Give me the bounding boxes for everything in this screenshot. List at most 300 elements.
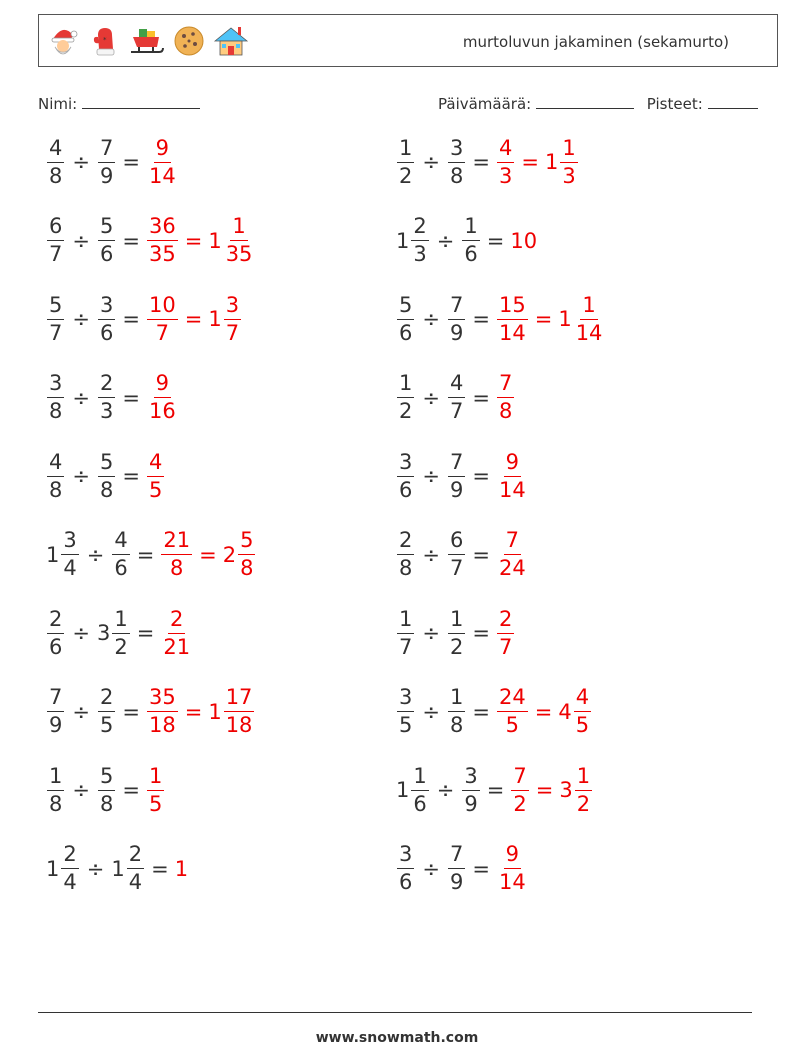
- divisor-numerator: 2: [127, 844, 144, 869]
- answer-improper-fraction: [497, 292, 528, 345]
- worksheet-title: murtoluvun jakaminen (sekamurto): [462, 33, 729, 51]
- dividend-fraction: [47, 606, 64, 659]
- dividend-numerator: 1: [397, 373, 414, 398]
- dividend-denominator: 6: [413, 791, 427, 816]
- divisor-fraction: [98, 216, 115, 265]
- divisor: [447, 606, 466, 659]
- answer-improper-fraction: [147, 373, 178, 422]
- sleigh-icon: [127, 21, 167, 61]
- dividend: [46, 135, 65, 188]
- dividend-denominator: 2: [399, 399, 413, 423]
- answer: [160, 530, 256, 579]
- divisor-denominator: 9: [99, 163, 114, 188]
- answer-mixed-denominator: 8: [240, 556, 254, 580]
- divisor-numerator: 1: [448, 609, 465, 634]
- divisor-denominator: 6: [99, 320, 114, 345]
- dividend-numerator: 3: [47, 373, 64, 398]
- answer-mixed: [208, 687, 255, 736]
- answer-improper-denominator: 21: [163, 634, 191, 659]
- dividend-denominator: 7: [399, 634, 413, 659]
- answer: [175, 857, 188, 881]
- answer-improper-denominator: 14: [148, 163, 176, 188]
- divisor-numerator: 3: [98, 295, 115, 320]
- dividend-denominator: 3: [413, 242, 427, 266]
- divisor-fraction: [127, 844, 144, 893]
- problem-item: [396, 367, 515, 429]
- divisor-denominator: 8: [99, 477, 114, 502]
- divisor-denominator: 8: [449, 713, 464, 737]
- divide-sign: ÷: [86, 542, 105, 567]
- answer-improper-denominator: 2: [513, 791, 527, 816]
- equals-sign: =: [122, 464, 140, 488]
- answer-improper-numerator: 21: [161, 530, 192, 555]
- answer-improper-numerator: 2: [168, 609, 185, 634]
- answer-mixed-denominator: 5: [575, 713, 590, 737]
- divide-sign: ÷: [72, 621, 90, 645]
- divisor: [111, 844, 145, 893]
- answer-mixed-fraction: [224, 216, 255, 265]
- equals-sign: =: [151, 856, 169, 881]
- dividend-denominator: 6: [49, 634, 63, 659]
- divisor: [461, 763, 480, 816]
- score-blank: [708, 94, 758, 109]
- answer-mixed: [223, 530, 257, 579]
- dividend-fraction: [47, 373, 64, 422]
- dividend-denominator: 4: [63, 556, 77, 580]
- dividend: [46, 606, 65, 659]
- divisor: [111, 530, 130, 579]
- answer: [496, 135, 579, 188]
- worksheet-header: [38, 14, 778, 67]
- divisor-denominator: 9: [449, 477, 464, 502]
- date-score-field: [438, 94, 758, 113]
- answer-improper: [496, 844, 529, 893]
- divisor-numerator: 5: [98, 216, 115, 241]
- equals-sign: =: [486, 228, 505, 253]
- answer-mixed-whole: 1: [208, 699, 222, 724]
- dividend-numerator: 5: [47, 295, 64, 320]
- divisor-fraction: [462, 763, 479, 816]
- answer-improper-numerator: 7: [511, 766, 528, 791]
- answer-improper-denominator: 35: [148, 242, 176, 266]
- dividend-denominator: 2: [399, 163, 413, 188]
- dividend: [46, 373, 65, 422]
- dividend-fraction: [47, 763, 64, 816]
- answer: [496, 687, 592, 736]
- divisor: [447, 449, 466, 502]
- answer-improper-denominator: 24: [498, 556, 526, 580]
- date-blank: [536, 94, 634, 109]
- dividend: [396, 449, 415, 502]
- answer-improper-fraction: [497, 373, 514, 422]
- problem-item: [396, 602, 515, 664]
- problem-item: [396, 681, 592, 743]
- divisor-numerator: 2: [98, 687, 115, 712]
- problem-item: [46, 210, 255, 272]
- answer-improper-denominator: 7: [155, 320, 170, 345]
- answer-mixed-fraction: [574, 292, 605, 345]
- divisor: [96, 606, 131, 659]
- answer-mixed-numerator: 4: [574, 687, 591, 712]
- answer-integer: 1: [174, 856, 189, 881]
- answer-improper-fraction: [161, 530, 192, 579]
- dividend: [46, 292, 65, 345]
- house-icon: [211, 21, 251, 61]
- answer-mixed-numerator: 1: [230, 216, 247, 241]
- divide-sign: ÷: [72, 778, 90, 802]
- dividend-fraction: [411, 763, 428, 816]
- divisor-denominator: 2: [449, 634, 464, 659]
- divisor-fraction: [112, 606, 129, 659]
- problem-item: [46, 838, 188, 900]
- answer-improper: [496, 530, 529, 579]
- divide-sign: ÷: [72, 385, 90, 410]
- divisor-fraction: [448, 687, 465, 736]
- dividend: [396, 530, 415, 579]
- answer-improper: [496, 292, 529, 345]
- answer-mixed-fraction: [238, 530, 255, 579]
- answer-mixed: [544, 135, 579, 188]
- answer-mixed: [558, 687, 592, 736]
- divide-sign: ÷: [422, 699, 440, 724]
- divisor-numerator: 1: [112, 609, 129, 634]
- equals-sign: =: [472, 150, 490, 174]
- divisor-numerator: 1: [462, 216, 479, 241]
- divisor-fraction: [462, 216, 479, 265]
- dividend-denominator: 4: [63, 870, 77, 894]
- answer-equals-sign: =: [184, 228, 203, 253]
- equals-sign: =: [472, 385, 490, 410]
- dividend-denominator: 8: [49, 163, 63, 188]
- dividend-fraction: [397, 530, 414, 579]
- divisor-denominator: 9: [449, 320, 464, 345]
- equals-sign: =: [472, 542, 490, 567]
- dividend: [396, 135, 415, 188]
- divisor-fraction: [98, 373, 115, 422]
- dividend-numerator: 3: [397, 452, 414, 477]
- equals-sign: =: [122, 699, 140, 724]
- answer: [496, 844, 529, 893]
- divisor: [447, 530, 466, 579]
- answer-integer: 10: [510, 228, 538, 253]
- answer-improper: [146, 687, 179, 736]
- dividend-numerator: 7: [47, 687, 64, 712]
- dividend-denominator: 6: [399, 870, 413, 894]
- answer-mixed: [208, 292, 242, 345]
- problem-item: [46, 759, 165, 821]
- cookie-icon: [169, 21, 209, 61]
- divisor-denominator: 7: [449, 556, 464, 580]
- dividend-fraction: [61, 530, 78, 579]
- answer-mixed-whole: 3: [559, 778, 573, 802]
- dividend-fraction: [411, 216, 428, 265]
- answer: [496, 530, 529, 579]
- dividend-numerator: 1: [47, 766, 64, 791]
- answer-improper-denominator: 14: [498, 870, 526, 894]
- answer: [496, 449, 529, 502]
- problem-item: [46, 445, 165, 507]
- divisor-denominator: 2: [114, 634, 128, 659]
- dividend-fraction: [397, 687, 414, 736]
- problem-item: [46, 681, 255, 743]
- answer-improper-fraction: [147, 763, 164, 816]
- equals-sign: =: [122, 385, 140, 410]
- divisor-fraction: [448, 373, 465, 422]
- answer: [146, 292, 242, 345]
- answer-mixed-numerator: 1: [575, 766, 592, 791]
- dividend-numerator: 3: [61, 530, 78, 555]
- divisor: [97, 763, 116, 816]
- dividend: [46, 844, 80, 893]
- dividend: [396, 606, 415, 659]
- answer-improper: [496, 606, 515, 659]
- answer-equals-sign: =: [199, 542, 217, 567]
- answer-improper-denominator: 7: [498, 634, 513, 659]
- dividend-denominator: 8: [49, 477, 63, 502]
- problem-item: [396, 288, 605, 350]
- dividend-fraction: [47, 216, 64, 265]
- divisor: [447, 373, 466, 422]
- answer-mixed-denominator: 3: [562, 163, 576, 188]
- divide-sign: ÷: [436, 778, 455, 802]
- dividend: [396, 292, 415, 345]
- answer-improper-numerator: 9: [154, 138, 171, 163]
- dividend: [46, 216, 65, 265]
- dividend-denominator: 6: [399, 477, 413, 502]
- answer: [146, 135, 179, 188]
- dividend-numerator: 5: [397, 295, 414, 320]
- answer-improper-denominator: 8: [498, 399, 513, 423]
- divisor-whole: 3: [96, 621, 111, 645]
- divisor-denominator: 7: [449, 399, 464, 423]
- footer-url: www.snowmath.com: [315, 1030, 479, 1046]
- date-label: Päivämäärä:: [438, 95, 532, 113]
- answer-mixed-whole: 1: [208, 307, 222, 331]
- answer-improper-denominator: 5: [505, 713, 520, 737]
- divisor-whole: 1: [111, 856, 125, 881]
- answer-mixed-whole: 1: [544, 150, 559, 174]
- dividend: [46, 449, 65, 502]
- answer-improper-fraction: [147, 449, 164, 502]
- answer-mixed-fraction: [224, 687, 255, 736]
- answer-improper: [146, 373, 179, 422]
- answer-improper-numerator: 7: [497, 373, 514, 398]
- divisor: [447, 687, 466, 736]
- divisor-denominator: 3: [99, 399, 114, 423]
- divisor-denominator: 8: [99, 791, 114, 816]
- answer-mixed-fraction: [575, 763, 592, 816]
- answer-improper-fraction: [511, 763, 528, 816]
- divisor-numerator: 7: [448, 844, 465, 869]
- answer-improper-numerator: 15: [497, 295, 528, 320]
- problem-item: [46, 288, 242, 350]
- answer-improper: [496, 687, 529, 736]
- divisor-denominator: 8: [449, 163, 464, 188]
- answer-improper: [496, 135, 515, 188]
- dividend-numerator: 1: [397, 138, 414, 163]
- answer-mixed-denominator: 14: [575, 320, 603, 345]
- answer-improper-denominator: 5: [148, 477, 163, 502]
- answer-improper-numerator: 1: [147, 766, 164, 791]
- dividend-denominator: 6: [399, 320, 413, 345]
- problem-item: [396, 759, 593, 821]
- divisor-numerator: 1: [448, 687, 465, 712]
- dividend: [46, 763, 65, 816]
- answer-mixed-denominator: 7: [225, 320, 240, 345]
- divisor: [97, 135, 116, 188]
- dividend: [46, 687, 65, 736]
- divisor-denominator: 9: [464, 791, 478, 816]
- answer-improper-numerator: 35: [147, 687, 178, 712]
- dividend-denominator: 7: [49, 320, 63, 345]
- answer-mixed: [208, 216, 255, 265]
- dividend-fraction: [47, 135, 64, 188]
- answer-mixed-numerator: 1: [560, 138, 577, 163]
- name-field: [38, 94, 200, 113]
- dividend-numerator: 4: [47, 138, 64, 163]
- answer-improper-numerator: 4: [147, 452, 164, 477]
- divisor-denominator: 6: [464, 242, 478, 266]
- divide-sign: ÷: [422, 621, 440, 645]
- answer-improper: [510, 763, 529, 816]
- answer-improper-numerator: 24: [497, 687, 528, 712]
- santa-icon: [43, 21, 83, 61]
- answer-improper-fraction: [147, 216, 178, 265]
- answer-improper-numerator: 9: [504, 452, 521, 477]
- answer: [146, 763, 165, 816]
- answer-improper-numerator: 2: [497, 609, 514, 634]
- divide-sign: ÷: [72, 150, 90, 174]
- dividend-fraction: [61, 844, 78, 893]
- dividend-numerator: 2: [61, 844, 78, 869]
- problem-item: [396, 131, 579, 193]
- divisor-denominator: 6: [114, 556, 128, 580]
- answer-improper-numerator: 4: [497, 138, 514, 163]
- equals-sign: =: [122, 228, 140, 253]
- equals-sign: =: [122, 778, 140, 802]
- answer: [146, 216, 255, 265]
- answer-mixed-denominator: 35: [225, 242, 253, 266]
- answer-equals-sign: =: [521, 150, 539, 174]
- footer-divider: [38, 1012, 752, 1013]
- answer-mixed-numerator: 17: [224, 687, 255, 712]
- dividend-denominator: 7: [49, 242, 63, 266]
- divisor-fraction: [98, 292, 115, 345]
- problem-item: [396, 445, 529, 507]
- dividend-numerator: 2: [397, 530, 414, 555]
- answer: [496, 606, 515, 659]
- divisor-numerator: 4: [448, 373, 465, 398]
- answer-mixed: [558, 292, 605, 345]
- answer-improper: [146, 763, 165, 816]
- divisor-fraction: [98, 135, 115, 188]
- dividend-denominator: 8: [49, 791, 63, 816]
- divide-sign: ÷: [436, 228, 455, 253]
- equals-sign: =: [472, 621, 490, 645]
- divisor: [97, 373, 116, 422]
- dividend-numerator: 2: [411, 216, 428, 241]
- answer: [496, 292, 605, 345]
- divisor-denominator: 5: [99, 713, 114, 737]
- dividend-fraction: [397, 135, 414, 188]
- divisor-denominator: 9: [449, 870, 464, 894]
- divisor-fraction: [98, 763, 115, 816]
- dividend: [396, 844, 415, 893]
- answer-improper-fraction: [497, 606, 514, 659]
- dividend-numerator: 3: [397, 687, 414, 712]
- equals-sign: =: [472, 856, 490, 881]
- divisor-fraction: [448, 449, 465, 502]
- divisor-numerator: 2: [98, 373, 115, 398]
- dividend-numerator: 4: [47, 452, 64, 477]
- answer-improper-fraction: [497, 530, 528, 579]
- answer-improper: [146, 449, 165, 502]
- divisor-fraction: [448, 844, 465, 893]
- divisor-numerator: 3: [448, 138, 465, 163]
- answer-mixed-numerator: 5: [238, 530, 255, 555]
- divide-sign: ÷: [422, 150, 440, 174]
- dividend-denominator: 9: [49, 713, 63, 737]
- equals-sign: =: [472, 464, 490, 488]
- divisor: [447, 844, 466, 893]
- answer-improper-denominator: 8: [170, 556, 184, 580]
- divide-sign: ÷: [422, 464, 440, 488]
- problem-item: [46, 367, 179, 429]
- answer-improper-denominator: 5: [148, 791, 163, 816]
- equals-sign: =: [136, 621, 155, 645]
- divisor-numerator: 7: [448, 295, 465, 320]
- answer-mixed-fraction: [560, 135, 577, 188]
- equals-sign: =: [486, 778, 505, 802]
- divisor-numerator: 4: [112, 530, 129, 555]
- divisor-fraction: [448, 530, 465, 579]
- divide-sign: ÷: [72, 307, 90, 331]
- answer-improper: [160, 530, 193, 579]
- answer-improper-numerator: 36: [147, 216, 178, 241]
- answer: [146, 449, 165, 502]
- dividend-whole: 1: [46, 856, 60, 881]
- answer-improper-fraction: [147, 687, 178, 736]
- divisor-numerator: 5: [98, 766, 115, 791]
- answer-improper-numerator: 7: [504, 530, 521, 555]
- divisor-fraction: [98, 687, 115, 736]
- divisor: [97, 292, 116, 345]
- answer-mixed-fraction: [574, 687, 591, 736]
- svg-text:*: *: [103, 36, 107, 44]
- answer-improper-fraction: [161, 606, 192, 659]
- equals-sign: =: [122, 150, 140, 174]
- answer-improper: [146, 135, 179, 188]
- score-label: Pisteet:: [646, 95, 703, 113]
- answer: [510, 763, 593, 816]
- divisor-fraction: [448, 606, 465, 659]
- dividend-fraction: [397, 373, 414, 422]
- divisor-fraction: [448, 292, 465, 345]
- answer-equals-sign: =: [534, 307, 553, 331]
- answer-improper-fraction: [147, 292, 178, 345]
- dividend-numerator: 6: [47, 216, 64, 241]
- dividend-fraction: [47, 449, 64, 502]
- answer-improper-numerator: 9: [154, 373, 171, 398]
- dividend-fraction: [397, 292, 414, 345]
- answer-improper-denominator: 3: [498, 163, 513, 188]
- name-label: Nimi:: [38, 95, 78, 113]
- divisor-numerator: 7: [98, 138, 115, 163]
- answer: [510, 229, 537, 253]
- dividend-numerator: 1: [411, 766, 428, 791]
- answer-mixed-whole: 4: [558, 699, 572, 724]
- answer-improper-numerator: 10: [147, 295, 178, 320]
